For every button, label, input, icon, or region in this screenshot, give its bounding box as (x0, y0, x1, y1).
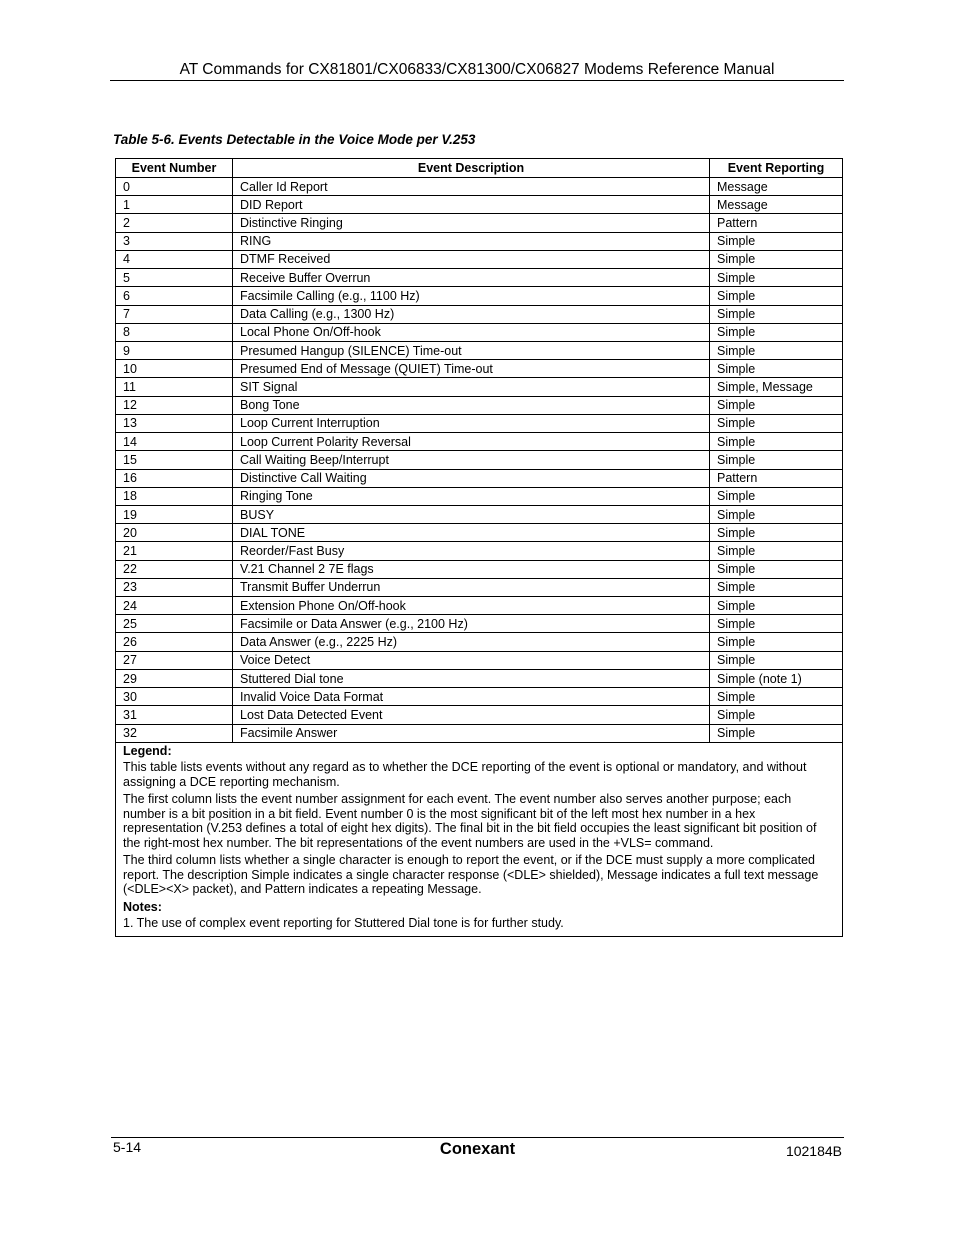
event-description-cell: Stuttered Dial tone (233, 669, 710, 687)
table-row (116, 633, 843, 651)
event-description-cell: Ringing Tone (233, 487, 710, 505)
event-description-cell: V.21 Channel 2 7E flags (233, 560, 710, 578)
note-item: 1. The use of complex event reporting for Stuttered Dial tone is for further study. (123, 916, 564, 931)
event-description-cell: DTMF Received (233, 250, 710, 268)
table-row (116, 414, 843, 432)
event-description-cell: SIT Signal (233, 378, 710, 396)
column-header-event-reporting: Event Reporting (710, 159, 843, 178)
legend-paragraph: The third column lists whether a single character is enough to report the event, or if the DCE must supply a more complicated report. The description Simple indicates a single character response (<DLE> shielded), Message indicates a full text message (<DLE><X> packet), and Pattern indicates a repeating Message. (123, 853, 819, 897)
event-description-cell: Call Waiting Beep/Interrupt (233, 451, 710, 469)
page-number: 5-14 (113, 1139, 142, 1155)
legend-heading: Legend: (123, 743, 172, 758)
event-number-cell: 16 (116, 469, 233, 487)
event-number-cell: 24 (116, 597, 233, 615)
table-row (116, 433, 843, 451)
event-number-cell: 10 (116, 360, 233, 378)
event-description-cell: Facsimile or Data Answer (e.g., 2100 Hz) (233, 615, 710, 633)
event-number-cell: 32 (116, 724, 233, 742)
event-reporting-cell: Simple (710, 524, 843, 542)
table-row (116, 360, 843, 378)
event-description-cell: BUSY (233, 505, 710, 523)
event-reporting-cell: Simple (710, 688, 843, 706)
event-reporting-cell: Simple (710, 597, 843, 615)
event-reporting-cell: Simple, Message (710, 378, 843, 396)
event-description-cell: Extension Phone On/Off-hook (233, 597, 710, 615)
event-number-cell: 4 (116, 250, 233, 268)
event-reporting-cell: Pattern (710, 214, 843, 232)
table-row (116, 178, 843, 196)
event-number-cell: 29 (116, 669, 233, 687)
document-number: 102184B (785, 1143, 842, 1159)
event-number-cell: 21 (116, 542, 233, 560)
event-reporting-cell: Simple (710, 433, 843, 451)
event-reporting-cell: Simple (710, 487, 843, 505)
event-description-cell: Facsimile Calling (e.g., 1100 Hz) (233, 287, 710, 305)
event-reporting-cell: Simple (710, 578, 843, 596)
event-reporting-cell: Simple (710, 651, 843, 669)
event-description-cell: Reorder/Fast Busy (233, 542, 710, 560)
event-number-cell: 1 (116, 196, 233, 214)
event-number-cell: 7 (116, 305, 233, 323)
page-footer (111, 1137, 844, 1168)
event-reporting-cell: Simple (710, 323, 843, 341)
event-number-cell: 6 (116, 287, 233, 305)
event-description-cell: Transmit Buffer Underrun (233, 578, 710, 596)
legend-paragraph: This table lists events without any regard as to whether the DCE reporting of the event is optional or mandatory, and without assigning a DCE reporting mechanism. (123, 760, 807, 789)
event-description-cell: Invalid Voice Data Format (233, 688, 710, 706)
event-description-cell: Lost Data Detected Event (233, 706, 710, 724)
event-description-cell: Presumed Hangup (SILENCE) Time-out (233, 341, 710, 359)
event-reporting-cell: Simple (710, 414, 843, 432)
table-row (116, 597, 843, 615)
legend-paragraph: The first column lists the event number assignment for each event. The event number also serves another purpose; each number is a bit position in a bit field. Event number 0 is the most significant bit of the left most hex number in a hex representation (V.253 defines a total of eight hex digits). The final bit in the bit field occupies the least significant bit position of the right-most hex number. The bit representations of the event numbers are used in the +VLS= command. (123, 792, 817, 850)
table-row (116, 214, 843, 232)
event-reporting-cell: Simple (710, 505, 843, 523)
event-number-cell: 14 (116, 433, 233, 451)
event-reporting-cell: Simple (710, 451, 843, 469)
table-row (116, 323, 843, 341)
table-row (116, 341, 843, 359)
event-reporting-cell: Simple (710, 305, 843, 323)
table-row (116, 578, 843, 596)
table-row (116, 651, 843, 669)
event-reporting-cell: Simple (710, 287, 843, 305)
event-number-cell: 23 (116, 578, 233, 596)
table-row (116, 451, 843, 469)
event-reporting-cell: Message (710, 196, 843, 214)
table-row (116, 378, 843, 396)
event-description-cell: Distinctive Ringing (233, 214, 710, 232)
table-row (116, 688, 843, 706)
event-number-cell: 5 (116, 269, 233, 287)
event-reporting-cell: Simple (710, 706, 843, 724)
table-row (116, 269, 843, 287)
legend-row (116, 742, 843, 936)
table-row (116, 524, 843, 542)
table-row (116, 542, 843, 560)
event-number-cell: 11 (116, 378, 233, 396)
event-number-cell: 30 (116, 688, 233, 706)
table-row (116, 560, 843, 578)
notes-heading: Notes: (123, 899, 162, 914)
event-description-cell: DIAL TONE (233, 524, 710, 542)
event-reporting-cell: Simple (710, 269, 843, 287)
event-number-cell: 9 (116, 341, 233, 359)
event-number-cell: 31 (116, 706, 233, 724)
event-reporting-cell: Simple (710, 232, 843, 250)
event-reporting-cell: Simple (710, 724, 843, 742)
table-row (116, 724, 843, 742)
event-number-cell: 0 (116, 178, 233, 196)
event-description-cell: RING (233, 232, 710, 250)
event-reporting-cell: Simple (710, 341, 843, 359)
table-row (116, 706, 843, 724)
event-description-cell: Facsimile Answer (233, 724, 710, 742)
manual-title: AT Commands for CX81801/CX06833/CX81300/CX06827 Modems Reference Manual (179, 61, 775, 78)
table-body (116, 178, 843, 743)
event-reporting-cell: Message (710, 178, 843, 196)
event-reporting-cell: Simple (710, 542, 843, 560)
table-row (116, 250, 843, 268)
event-number-cell: 25 (116, 615, 233, 633)
event-number-cell: 12 (116, 396, 233, 414)
event-number-cell: 22 (116, 560, 233, 578)
event-reporting-cell: Simple (710, 633, 843, 651)
event-reporting-cell: Simple (710, 560, 843, 578)
column-header-event-description: Event Description (233, 159, 710, 178)
events-table (115, 158, 843, 937)
event-description-cell: Local Phone On/Off-hook (233, 323, 710, 341)
table-row (116, 669, 843, 687)
event-number-cell: 26 (116, 633, 233, 651)
brand-name: Conexant (439, 1140, 516, 1158)
event-number-cell: 8 (116, 323, 233, 341)
event-number-cell: 19 (116, 505, 233, 523)
event-number-cell: 3 (116, 232, 233, 250)
table-row (116, 615, 843, 633)
event-reporting-cell: Pattern (710, 469, 843, 487)
page-header (110, 60, 844, 81)
event-number-cell: 2 (116, 214, 233, 232)
event-number-cell: 13 (116, 414, 233, 432)
event-number-cell: 20 (116, 524, 233, 542)
table-row (116, 396, 843, 414)
event-number-cell: 18 (116, 487, 233, 505)
table-row (116, 287, 843, 305)
event-description-cell: Loop Current Polarity Reversal (233, 433, 710, 451)
event-number-cell: 27 (116, 651, 233, 669)
event-description-cell: Loop Current Interruption (233, 414, 710, 432)
table-row (116, 505, 843, 523)
column-header-event-number: Event Number (116, 159, 233, 178)
table-row (116, 232, 843, 250)
legend-cell (116, 742, 843, 936)
table-row (116, 487, 843, 505)
table-header-row (116, 159, 843, 178)
event-number-cell: 15 (116, 451, 233, 469)
event-description-cell: Receive Buffer Overrun (233, 269, 710, 287)
event-reporting-cell: Simple (note 1) (710, 669, 843, 687)
event-description-cell: Distinctive Call Waiting (233, 469, 710, 487)
event-reporting-cell: Simple (710, 250, 843, 268)
event-description-cell: Caller Id Report (233, 178, 710, 196)
event-description-cell: Bong Tone (233, 396, 710, 414)
event-description-cell: DID Report (233, 196, 710, 214)
event-description-cell: Presumed End of Message (QUIET) Time-out (233, 360, 710, 378)
event-description-cell: Data Calling (e.g., 1300 Hz) (233, 305, 710, 323)
event-reporting-cell: Simple (710, 360, 843, 378)
table-row (116, 305, 843, 323)
table-caption: Table 5-6. Events Detectable in the Voice Mode per V.253 (113, 132, 476, 147)
event-reporting-cell: Simple (710, 615, 843, 633)
event-description-cell: Voice Detect (233, 651, 710, 669)
table-row (116, 469, 843, 487)
event-reporting-cell: Simple (710, 396, 843, 414)
event-description-cell: Data Answer (e.g., 2225 Hz) (233, 633, 710, 651)
table-row (116, 196, 843, 214)
